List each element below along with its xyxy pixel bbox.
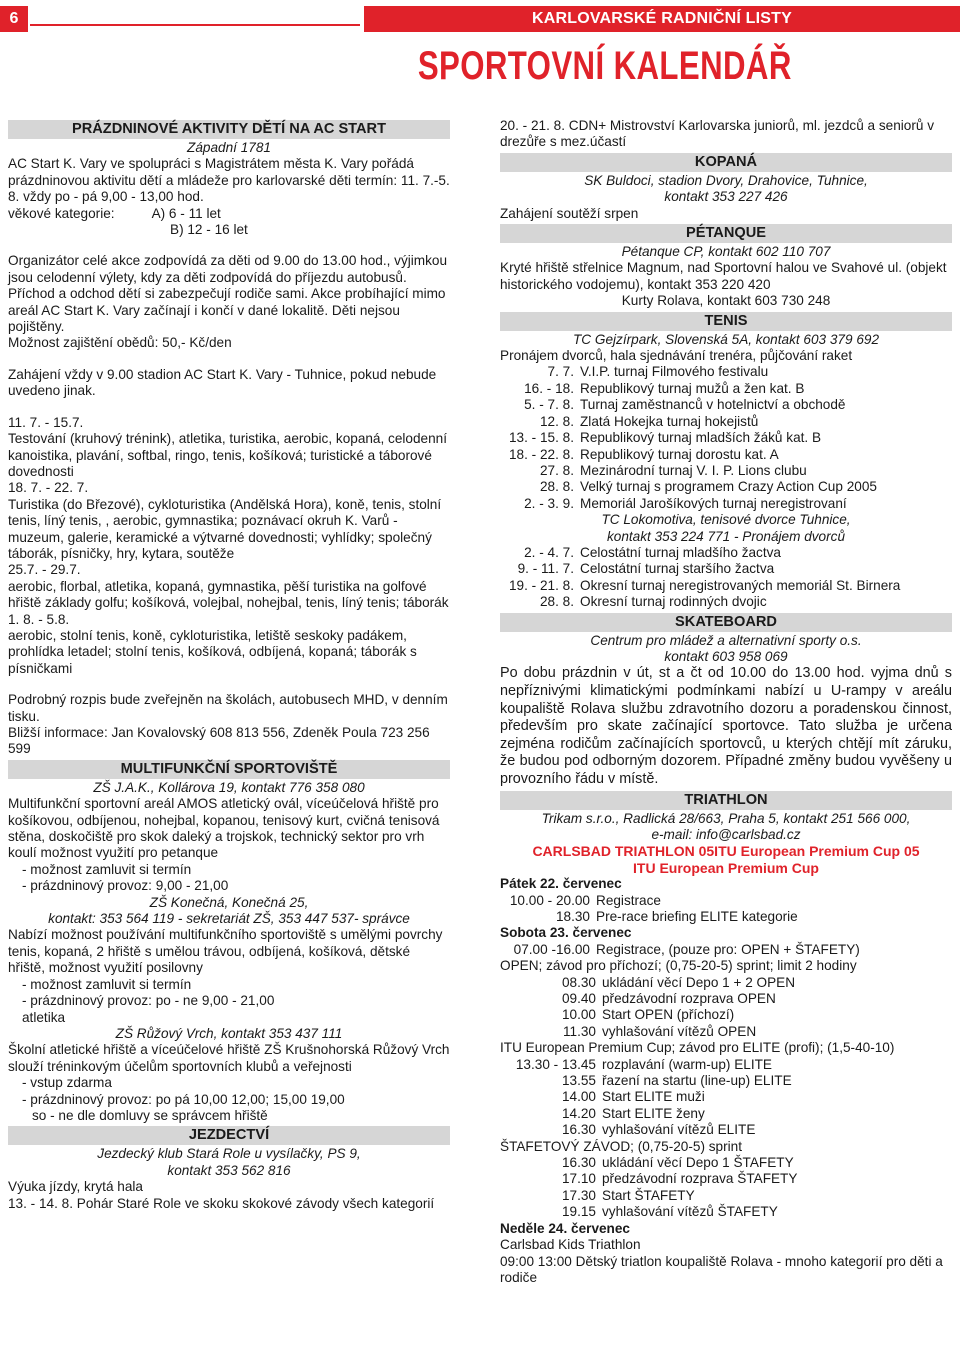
program-date-4: 1. 8. - 5.8. [8,611,70,627]
schedule-date: 14.00 [561,1089,596,1105]
schedule-date: 14.20 [561,1105,596,1121]
multisport-list-1a: - možnost zamluvit si termín [22,861,192,877]
schedule-row [500,1188,952,1204]
multisport-list-2b: - prázdninový provoz: po - ne 9,00 - 21,00 [22,993,275,1009]
left-column [8,118,450,1212]
schedule-text: Memoriál Jarošíkových turnaj neregistrovaní [580,495,847,511]
football-line: Zahájení soutěží srpen [500,205,639,221]
schedule-text: Start OPEN (příchozí) [602,1007,735,1023]
elite-race-line: ITU European Premium Cup; závod pro ELITE (profi); (1,5-40-10) [500,1040,895,1056]
schedule-row [500,909,952,925]
relay-race-schedule [500,1155,952,1221]
schedule-text: vyhlašování vítězů ELITE [602,1122,756,1138]
saturday-heading: Sobota 23. červenec [500,925,632,941]
schedule-row [500,1155,952,1171]
summer-subheading: Západní 1781 [187,140,271,155]
schedule-date: 27. 8. [539,462,574,478]
program-text-3: aerobic, florbal, atletika, kopaná, gymnastika, pěší turistika na golfové hřiště základy golfu; košíková, volejbal, nohejbal, tenis, líný tenis; táborák [8,578,449,611]
multisport-heading: MULTIFUNKČNÍ SPORTOVIŠTĚ [8,760,450,779]
petanque-contact: Pétanque CP, kontakt 602 110 707 [621,244,831,260]
cdn-line: 20. - 21. 8. CDN+ Mistrovství Karlovarska juniorů, ml. jezdců a seniorů v drezůře s mez.účastí [500,118,935,150]
schedule-text: ukládání věcí Depo 1 + 2 OPEN [602,974,796,990]
program-date-1: 11. 7. - 15.7. [8,414,84,430]
football-venue: SK Buldoci, stadion Dvory, Drahovice, Tuhnice, [584,172,868,188]
schedule-row [500,975,952,991]
multisport-list-2-tail: atletika [22,1009,66,1025]
multisport-venue-2-contact: kontakt: 353 564 119 - sekretariát ZŠ, 353 447 537- správce [48,911,410,927]
schedule-text: Republikový turnaj mladších žáků kat. B [580,430,822,446]
schedule-date: 2. - 3. 9. [524,495,574,511]
schedule-row [500,1204,952,1220]
schedule-date: 16.30 [561,1155,596,1171]
schedule-date: 09.40 [561,991,596,1006]
schedule-date: 13.30 - 13.45 [515,1056,596,1072]
schedule-date: 11.30 [562,1023,596,1039]
schedule-text: Turnaj zaměstnanců v hotelnictví a obchodě [580,397,846,413]
schedule-row [500,496,952,512]
schedule-text: Okresní turnaj neregistrovaných memoriál St. Birnera [580,577,901,593]
tennis-events-1 [500,364,952,512]
schedule-row [500,1171,952,1187]
info-note: Bližší informace: Jan Kovalovský 608 813 556, Zdeněk Poula 723 256 599 [8,725,430,757]
triathlon-organizer: Trikam s.r.o., Radlická 28/663, Praha 5, kontakt 251 566 000, [541,810,911,826]
saturday-registration-text: Registrace, (pouze pro: OPEN + ŠTAFETY) [596,941,860,957]
header-rule [30,24,360,26]
schedule-row [500,463,952,479]
schedule-text: Mezinárodní turnaj V. I. P. Lions clubu [580,462,807,478]
schedule-date: 10.00 - 20.00 [509,892,590,908]
schedule-text: ukládání věcí Depo 1 ŠTAFETY [602,1155,794,1171]
schedule-row [500,578,952,594]
friday-schedule [500,893,952,926]
schedule-text: Pre-race briefing ELITE kategorie [596,908,798,924]
schedule-text: řazení na startu (line-up) ELITE [602,1073,792,1089]
schedule-date: 9. - 11. 7. [517,561,574,577]
skate-text: Po dobu prázdnin v út, st a čt od 10.00 do 13.00 hod. vyjma dnů s nepříznivými klimatickými podmínkami nabízí u U-rampy v areálu koupaliště Rolava službu zdravotního dozoru a poradenskou činnost, především pro skate začínající sportovce. Tato služba je určena zejména rodičům začínajících sportovců, u kterých chtějí mít záruku, že budou pod odborným dozorem. Případné změny budou vyvěšeny u provozního řádu v místě. [500,665,952,787]
riding-line-1: Výuka jízdy, krytá hala [8,1179,143,1195]
page-header [0,6,960,32]
schedule-row [500,561,952,577]
sunday-heading: Neděle 24. červenec [500,1220,630,1236]
schedule-date: 7. 7. [547,364,574,380]
kids-triathlon-details: 09:00 13:00 Dětský triatlon koupaliště Rolava - mnoho kategorií pro děti a rodiče [500,1253,943,1285]
page-title [106,44,855,89]
multisport-list-3a: - vstup zdarma [22,1075,112,1091]
program-date-2: 18. 7. - 22. 7. [8,480,89,496]
riding-line-2: 13. - 14. 8. Pohár Staré Role ve skoku skokové závody všech kategorií [8,1195,435,1211]
schedule-row [500,414,952,430]
schedule-row [500,479,952,495]
open-race-line: OPEN; závod pro příchozí; (0,75-20-5) sprint; limit 2 hodiny [500,958,857,974]
schedule-row [500,1073,952,1089]
skate-contact: kontakt 603 958 069 [664,648,788,664]
schedule-text: Okresní turnaj rodinných dvojic [580,594,767,610]
schedule-date: 08.30 [561,974,596,990]
age-category-a: věkové kategorie: A) 6 - 11 let [8,205,221,221]
open-race-schedule [500,975,952,1041]
schedule-date: 13.55 [561,1073,596,1089]
tennis-venue-2: TC Lokomotiva, tenisové dvorce Tuhnice, [601,512,851,528]
schedule-text: Celostátní turnaj mladšího žactva [580,544,781,560]
schedule-text: Zlatá Hokejka turnaj hokejistů [580,413,759,429]
schedule-date: 18. - 22. 8. [509,446,574,462]
schedule-text: Velký turnaj s programem Crazy Action Cup 2005 [580,479,877,495]
schedule-text: vyhlašování vítězů OPEN [602,1023,757,1039]
schedule-row [500,430,952,446]
schedule-date: 19. - 21. 8. [509,577,574,593]
schedule-row [500,397,952,413]
schedule-text: Start ELITE ženy [602,1105,705,1121]
schedule-text: Start ŠTAFETY [602,1187,695,1203]
schedule-row [500,991,952,1007]
summer-intro: AC Start K. Vary ve spolupráci s Magistrátem města K. Vary pořádá prázdninovou aktivitu dětí a mládeže pro karlovarské děti termín: 11. 7.-5. 8. vždy po - pá 9,00 - 13,00 hod. [8,156,450,205]
schedule-date: 2. - 4. 7. [524,544,574,560]
skate-heading: SKATEBOARD [500,613,952,632]
relay-race-line: ŠTAFETOVÝ ZÁVOD; (0,75-20-5) sprint [500,1138,742,1154]
schedule-row [500,545,952,561]
schedule-text: předzávodní rozprava ŠTAFETY [602,1171,798,1187]
multisport-text-1: Multifunkční sportovní areál AMOS atletický ovál, víceúčelová hřiště pro košíkovou, odbíjenou, nohejbal, kopanou, tenisový kurt, cvičná tenisová stěna, doskočiště pro skok daleký a trojskok, technický sektor pro vrh koulí možnost využití pro petanque [8,796,440,861]
schedule-row [500,447,952,463]
program-date-3: 25.7. - 29.7. [8,562,81,578]
page-number: 6 [0,6,28,32]
multisport-list-1b: - prázdninový provoz: 9,00 - 21,00 [22,878,229,894]
summer-start: Zahájení vždy v 9.00 stadion AC Start K. Vary - Tuhnice, pokud nebude uvedeno jinak. [8,366,437,399]
skate-venue: Centrum pro mládež a alternativní sporty o.s. [590,632,862,648]
lunch-note: Možnost zajištění obědů: 50,- Kč/den [8,335,232,351]
schedule-date: 16. - 18. [524,380,574,396]
tennis-venue-2-contact: kontakt 353 224 771 - Pronájem dvorců [606,528,846,544]
program-text-2: Turistika (do Březové), cykloturistika (Andělská Hora), koně, tenis, stolní tenis, líný tenis, , aerobic, gymnastika; poznávací okruh K. Varů - muzeum, galerie, keramické a výtvarné dovednosti; vyhlídky; společný táborák, písničky, hry, kytara, soutěže [8,496,442,561]
page-title-text: SPORTOVNÍ KALENDÁŘ [417,44,792,88]
schedule-date: 19.15 [561,1204,596,1220]
schedule-text: vyhlašování vítězů ŠTAFETY [602,1204,778,1220]
schedule-text: předzávodní rozprava OPEN [602,991,776,1006]
friday-heading: Pátek 22. červenec [500,876,622,892]
schedule-row [500,1007,952,1023]
tennis-events-2 [500,545,952,611]
schedule-text: V.I.P. turnaj Filmového festivalu [580,364,769,380]
multisport-venue-3: ZŠ Růžový Vrch, kontakt 353 437 111 [115,1025,343,1041]
program-text-4: aerobic, stolní tenis, koně, cykloturistika, letiště seskoky padákem, prohlídka letadel; stolní tenis, košíková, odbíjená, kopaná; táborák s písničkami [8,627,417,676]
petanque-text: Kryté hřiště střelnice Magnum, nad Sportovní halou ve Svahové ul. (objekt historického vodojemu), kontakt 353 220 420 [500,260,947,292]
schedule-date: 28. 8. [539,479,574,495]
summer-body: Organizátor celé akce zodpovídá za děti od 9.00 do 13.00 hod., výjimkou jsou celodenní výlety, kdy za děti zodpovídá do příjezdu autobusů. Příchod a odchod dětí si zabezpečují rodiče sami. Akce probíhající mimo areál AC Start K. Vary začínají i končí v dané lokalitě. Děti nejsou pojištěny. [8,253,448,335]
tennis-line: Pronájem dvorců, hala sjednávání trenéra, půjčování raket [500,348,853,364]
schedule-date: 5. - 7. 8. [524,397,574,413]
triathlon-event-subtitle: ITU European Premium Cup [633,859,819,876]
schedule-text: Republikový turnaj dorostu kat. A [580,446,779,462]
age-category-b: B) 12 - 16 let [170,222,248,238]
schedule-text: Registrace [596,892,661,908]
tennis-heading: TENIS [500,312,952,331]
schedule-text: Start ELITE muži [602,1089,705,1105]
saturday-registration [500,942,952,958]
schedule-row [500,1089,952,1105]
riding-heading: JEZDECTVÍ [8,1126,450,1145]
schedule-date: 13. - 15. 8. [509,430,574,446]
schedule-date: 17.30 [561,1187,596,1203]
schedule-date: 10.00 [561,1007,596,1023]
triathlon-heading: TRIATHLON [500,791,952,810]
summer-heading: PRÁZDNINOVÉ AKTIVITY DĚTÍ NA AC START [8,120,450,139]
multisport-text-2: Nabízí možnost používání multifunkčního sportoviště s umělými povrchy tenis, kopaná, 2 hřiště s umělou trávou, odbíjená, košíková, dětské hřiště, možnost využití posilovny [8,927,443,976]
riding-venue: Jezdecký klub Stará Role u vysílačky, PS 9, [97,1146,361,1162]
multisport-text-3: Školní atletické hřiště a víceúčelové hřiště ZŠ Krušnohorská Růžový Vrch slouží tréninkovým účelům sportovních klubů a veřejnosti [8,1042,450,1074]
schedule-text: rozplavání (warm-up) ELITE [602,1056,772,1072]
schedule-row [500,381,952,397]
schedule-row [500,364,952,380]
schedule-text: Republikový turnaj mužů a žen kat. B [580,380,805,396]
multisport-list-3b: - prázdninový provoz: po pá 10,00 12,00; 15,00 19,00 [22,1091,345,1107]
schedule-row [500,594,952,610]
schedule-row [500,893,952,909]
schedule-row [500,1057,952,1073]
triathlon-email: e-mail: info@carlsbad.cz [651,826,801,842]
schedule-date: 16.30 [561,1122,596,1138]
football-heading: KOPANÁ [500,153,952,172]
elite-race-schedule [500,1057,952,1139]
football-contact: kontakt 353 227 426 [664,189,788,205]
schedule-date: 12. 8. [539,413,574,429]
multisport-list-3-tail: so - ne dle domluvy se správcem hřiště [32,1107,268,1123]
saturday-registration-time: 07.00 -16.00 [513,941,590,957]
program-text-1: Testování (kruhový trénink), atletika, turistika, aerobic, kopaná, celodenní kanoistika, plavání, softbal, ringo, tenis, košíková; turistické a táborové dovednosti [8,431,448,479]
multisport-venue-2: ZŠ Konečná, Konečná 25, [149,894,309,910]
schedule-text: Celostátní turnaj staršího žactva [580,561,775,577]
triathlon-event-title: CARLSBAD TRIATHLON 05ITU European Premium Cup 05 [532,843,920,860]
multisport-venue-1: ZŠ J.A.K., Kollárova 19, kontakt 776 358 080 [93,779,365,795]
petanque-heading: PÉTANQUE [500,224,952,243]
masthead: KARLOVARSKÉ RADNIČNÍ LISTY [364,6,960,32]
tennis-venue-1: TC Gejzírpark, Slovenská 5A, kontakt 603 379 692 [572,331,880,347]
schedule-date: 17.10 [561,1171,596,1187]
schedule-date: 28. 8. [539,594,574,610]
kids-triathlon: Carlsbad Kids Triathlon [500,1237,641,1253]
right-column [500,118,952,1286]
schedule-row [500,1024,952,1040]
detail-note: Podrobný rozpis bude zveřejněn na školách, autobusech MHD, v denním tisku. [8,692,448,724]
multisport-list-2a: - možnost zamluvit si termín [22,976,192,992]
riding-contact: kontakt 353 562 816 [167,1162,291,1178]
petanque-line: Kurty Rolava, kontakt 603 730 248 [621,293,831,309]
schedule-row [500,1106,952,1122]
schedule-row [500,1122,952,1138]
schedule-date: 18.30 [555,908,590,924]
